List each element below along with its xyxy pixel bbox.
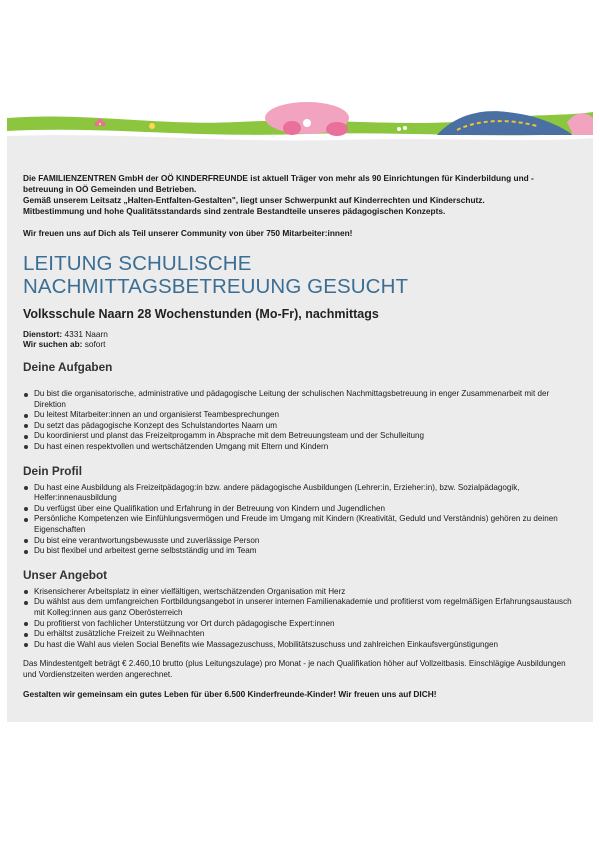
list-item: Du verfügst über eine Qualifikation und Erfahrung in der Betreuung von Kindern und Jugendlichen [23,504,575,515]
job-start: Wir suchen ab: sofort [23,339,106,349]
bullet-icon [24,633,28,637]
intro-line-4: Mitbestimmung und hohe Qualitätsstandards sind zentrale Bestandteile unseres pädagogischen Konzepts. [23,206,446,216]
bullet-icon [24,507,28,511]
list-item: Persönliche Kompetenzen wie Einfühlungsvermögen und Freude im Umgang mit Kindern (Kreativität, Geduld und Verständnis) gehören zu deinen Eigenschaften [23,514,575,535]
bullet-icon [24,643,28,647]
closing-line: Gestalten wir gemeinsam ein gutes Leben für über 6.500 Kinderfreunde-Kinder! Wir freuen uns auf DICH! [23,689,437,700]
job-meta [23,329,575,349]
list-item: Du bist flexibel und arbeitest gerne selbstständig und im Team [23,546,575,557]
job-location: Dienstort: 4331 Naarn [23,329,108,339]
offer-heading: Unser Angebot [23,567,108,582]
list-item: Du bist die organisatorische, administrative und pädagogische Leitung der schulischen Nachmittagsbetreuung in enger Zusammenarbeit mit der Direktion [23,389,575,410]
list-item: Du hast eine Ausbildung als Freizeitpädagog:in bzw. andere pädagogische Ausbildungen (Lehrer:in, Erzieher:in), bzw. Sozialpädagogik, Helfer:innenausbildung [23,483,575,504]
bullet-icon [24,601,28,605]
list-item: Du erhältst zusätzliche Freizeit zu Weihnachten [23,629,575,640]
bullet-icon [24,518,28,522]
intro-line-5: Wir freuen uns auf Dich als Teil unserer Community von über 750 Mitarbeiter:innen! [23,228,353,238]
list-item: Du profitierst von fachlicher Unterstützung vor Ort durch pädagogische Expert:innen [23,619,575,630]
list-item: Krisensicherer Arbeitsplatz in einer vielfältigen, wertschätzenden Organisation mit Herz [23,587,575,598]
list-item: Du koordinierst und planst das Freizeitprogamm in Absprache mit dem Betreuungsteam und der Schulleitung [23,431,575,442]
job-title: LEITUNG SCHULISCHE NACHMITTAGSBETREUUNG GESUCHT [23,252,409,298]
bullet-icon [24,393,28,397]
offer-list [23,587,575,651]
list-item: Du hast die Wahl aus vielen Social Benefits wie Massagezuschuss, Mobilitätszuschuss und zahlreichen Einkaufsvergünstigungen [23,640,575,651]
tasks-heading: Deine Aufgaben [23,360,113,374]
salary-note: Das Mindestentgelt beträgt € 2.460,10 brutto (plus Leitungszulage) pro Monat - je nach Qualifikation höher auf Vollzeitbasis. Einschlägige Ausbildungen und Vordienstzeiten werden angerechnet. [23,659,566,679]
bullet-icon [24,539,28,543]
profile-heading: Dein Profil [23,463,82,478]
bullet-icon [24,435,28,439]
job-subtitle: Volksschule Naarn 28 Wochenstunden (Mo-Fr), nachmittags [23,307,379,321]
bullet-icon [24,414,28,418]
job-posting-card [7,0,593,722]
posting-content [23,173,575,709]
bullet-icon [24,445,28,449]
header-illustration [7,0,593,150]
bullet-icon [24,622,28,626]
bullet-icon [24,486,28,490]
intro-line-2: betreuung in OÖ Gemeinden und Betrieben. [23,184,197,194]
bullet-icon [24,424,28,428]
intro-line-3: Gemäß unserem Leitsatz „Halten-Entfalten-Gestalten", liegt unser Schwerpunkt auf Kinderrechten und Kinderschutz. [23,195,485,205]
intro-block [23,173,575,239]
tasks-list [23,389,575,453]
list-item: Du leitest Mitarbeiter:innen an und organisierst Teambesprechungen [23,410,575,421]
list-item: Du hast einen respektvollen und wertschätzenden Umgang mit Eltern und Kindern [23,442,575,453]
profile-list [23,483,575,557]
list-item: Du wählst aus dem umfangreichen Fortbildungsangebot in unserer internen Familienakademie und profitierst vom regelmäßigen Erfahrungsaustausch mit Kolleg:innen aus ganz Oberösterreich [23,597,575,618]
bullet-icon [24,550,28,554]
intro-line-1: Die FAMILIENZENTREN GmbH der OÖ KINDERFREUNDE ist aktuell Träger von mehr als 90 Einrichtungen für Kinderbildung und - [23,173,534,183]
list-item: Du bist eine verantwortungsbewusste und zuverlässige Person [23,536,575,547]
list-item: Du setzt das pädagogische Konzept des Schulstandortes Naarn um [23,421,575,432]
bullet-icon [24,590,28,594]
